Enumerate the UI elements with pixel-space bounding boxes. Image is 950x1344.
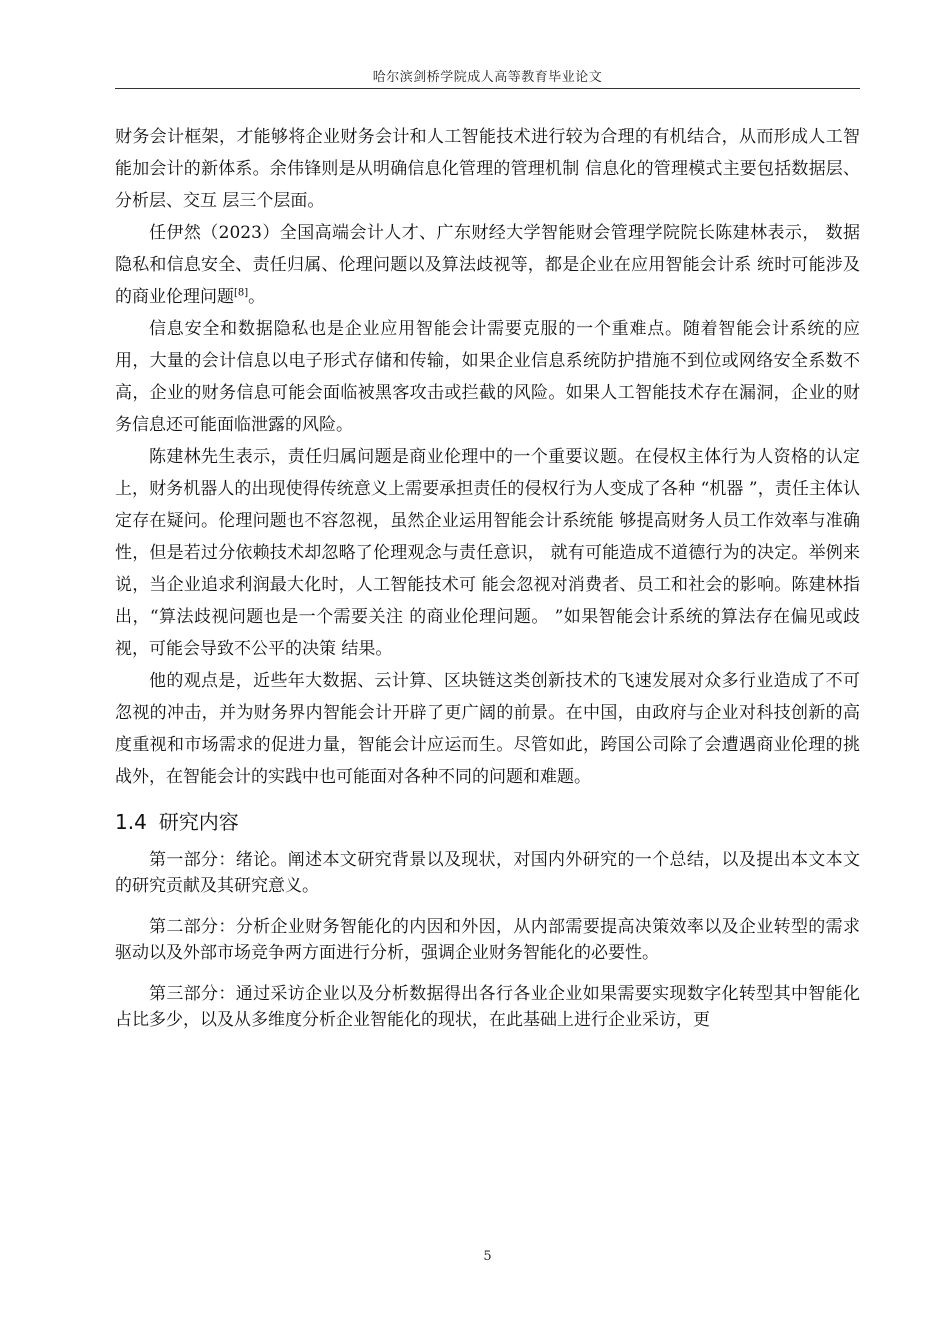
paragraph-outlook: 他的观点是，近些年大数据、云计算、区块链这类创新技术的飞速发展对众多行业造成了不可忽视的冲击，并为财务界内智能会计开辟了更广阔的前景。在中国，由政府与企业对科技创新的高度重视和市场需求的促进力量，智能会计应运而生。尽管如此，跨国公司除了会遭遇商业伦理的挑战外，在智能会计的实践中也可能面对各种不同的问题和难题。 — [115, 671, 860, 787]
content-part-three: 第三部分：通过采访企业以及分析数据得出各行各业企业如果需要实现数字化转型其中智能化占比多少，以及从多维度分析企业智能化的现状，在此基础上进行企业采访，更 — [115, 984, 860, 1030]
paragraph-text: 任伊然（2023）全国高端会计人才、广东财经大学智能财会管理学院院长陈建林表示， 数据隐私和信息安全、责任归属、伦理问题以及算法歧视等，都是企业在应用智能会计系 统时可能涉及的商业伦理问题 — [115, 223, 860, 307]
section-number: 1.4 — [115, 810, 147, 834]
paragraph-information-security: 信息安全和数据隐私也是企业应用智能会计需要克服的一个重难点。随着智能会计系统的应用，大量的会计信息以电子形式存储和传输，如果企业信息系统防护措施不到位或网络安全系数不高，企业的财务信息可能会面临被黑客攻击或拦截的风险。如果人工智能技术存在漏洞，企业的财务信息还可能面临泄露的风险。 — [115, 319, 860, 435]
paragraph-responsibility: 陈建林先生表示，责任归属问题是商业伦理中的一个重要议题。在侵权主体行为人资格的认定上，财务机器人的出现使得传统意义上需要承担责任的侵权行为人变成了各种 “机器 ”，责任主体认定存在疑问。伦理问题也不容忽视，虽然企业运用智能会计系统能 够提高财务人员工作效率与准确性，但是若过分依赖技术却忽略了伦理观念与责任意识， 就有可能造成不道德行为的决定。举例来说，当企业追求利润最大化时，人工智能技术可 能会忽视对消费者、员工和社会的影响。陈建林指出，“算法歧视问题也是一个需要关注 的商业伦理问题。 ”如果智能会计系统的算法存在偏见或歧视，可能会导致不公平的决策 结果。 — [115, 447, 860, 659]
content-part-two: 第二部分：分析企业财务智能化的内因和外因，从内部需要提高决策效率以及企业转型的需求驱动以及外部市场竞争两方面进行分析，强调企业财务智能化的必要性。 — [115, 917, 860, 963]
header-divider — [115, 88, 860, 89]
section-title: 研究内容 — [158, 810, 239, 834]
body-text — [115, 121, 860, 1048]
paragraph-continued: 财务会计框架，才能够将企业财务会计和人工智能技术进行较为合理的有机结合，从而形成人工智能加会计的新体系。余伟锋则是从明确信息化管理的管理机制 信息化的管理模式主要包括数据层、分析层、交互 层三个层面。 — [115, 127, 860, 211]
paragraph-ren-yiran — [115, 217, 860, 313]
running-header: 哈尔滨剑桥学院成人高等教育毕业论文 — [372, 70, 603, 85]
citation-reference: [8] — [234, 287, 249, 299]
paragraph-end-punct: 。 — [248, 287, 266, 307]
content-part-one: 第一部分：绪论。阐述本文研究背景以及现状，对国内外研究的一个总结，以及提出本文本文的研究贡献及其研究意义。 — [115, 850, 860, 896]
section-heading — [115, 805, 860, 839]
page-number: 5 — [483, 1249, 492, 1264]
